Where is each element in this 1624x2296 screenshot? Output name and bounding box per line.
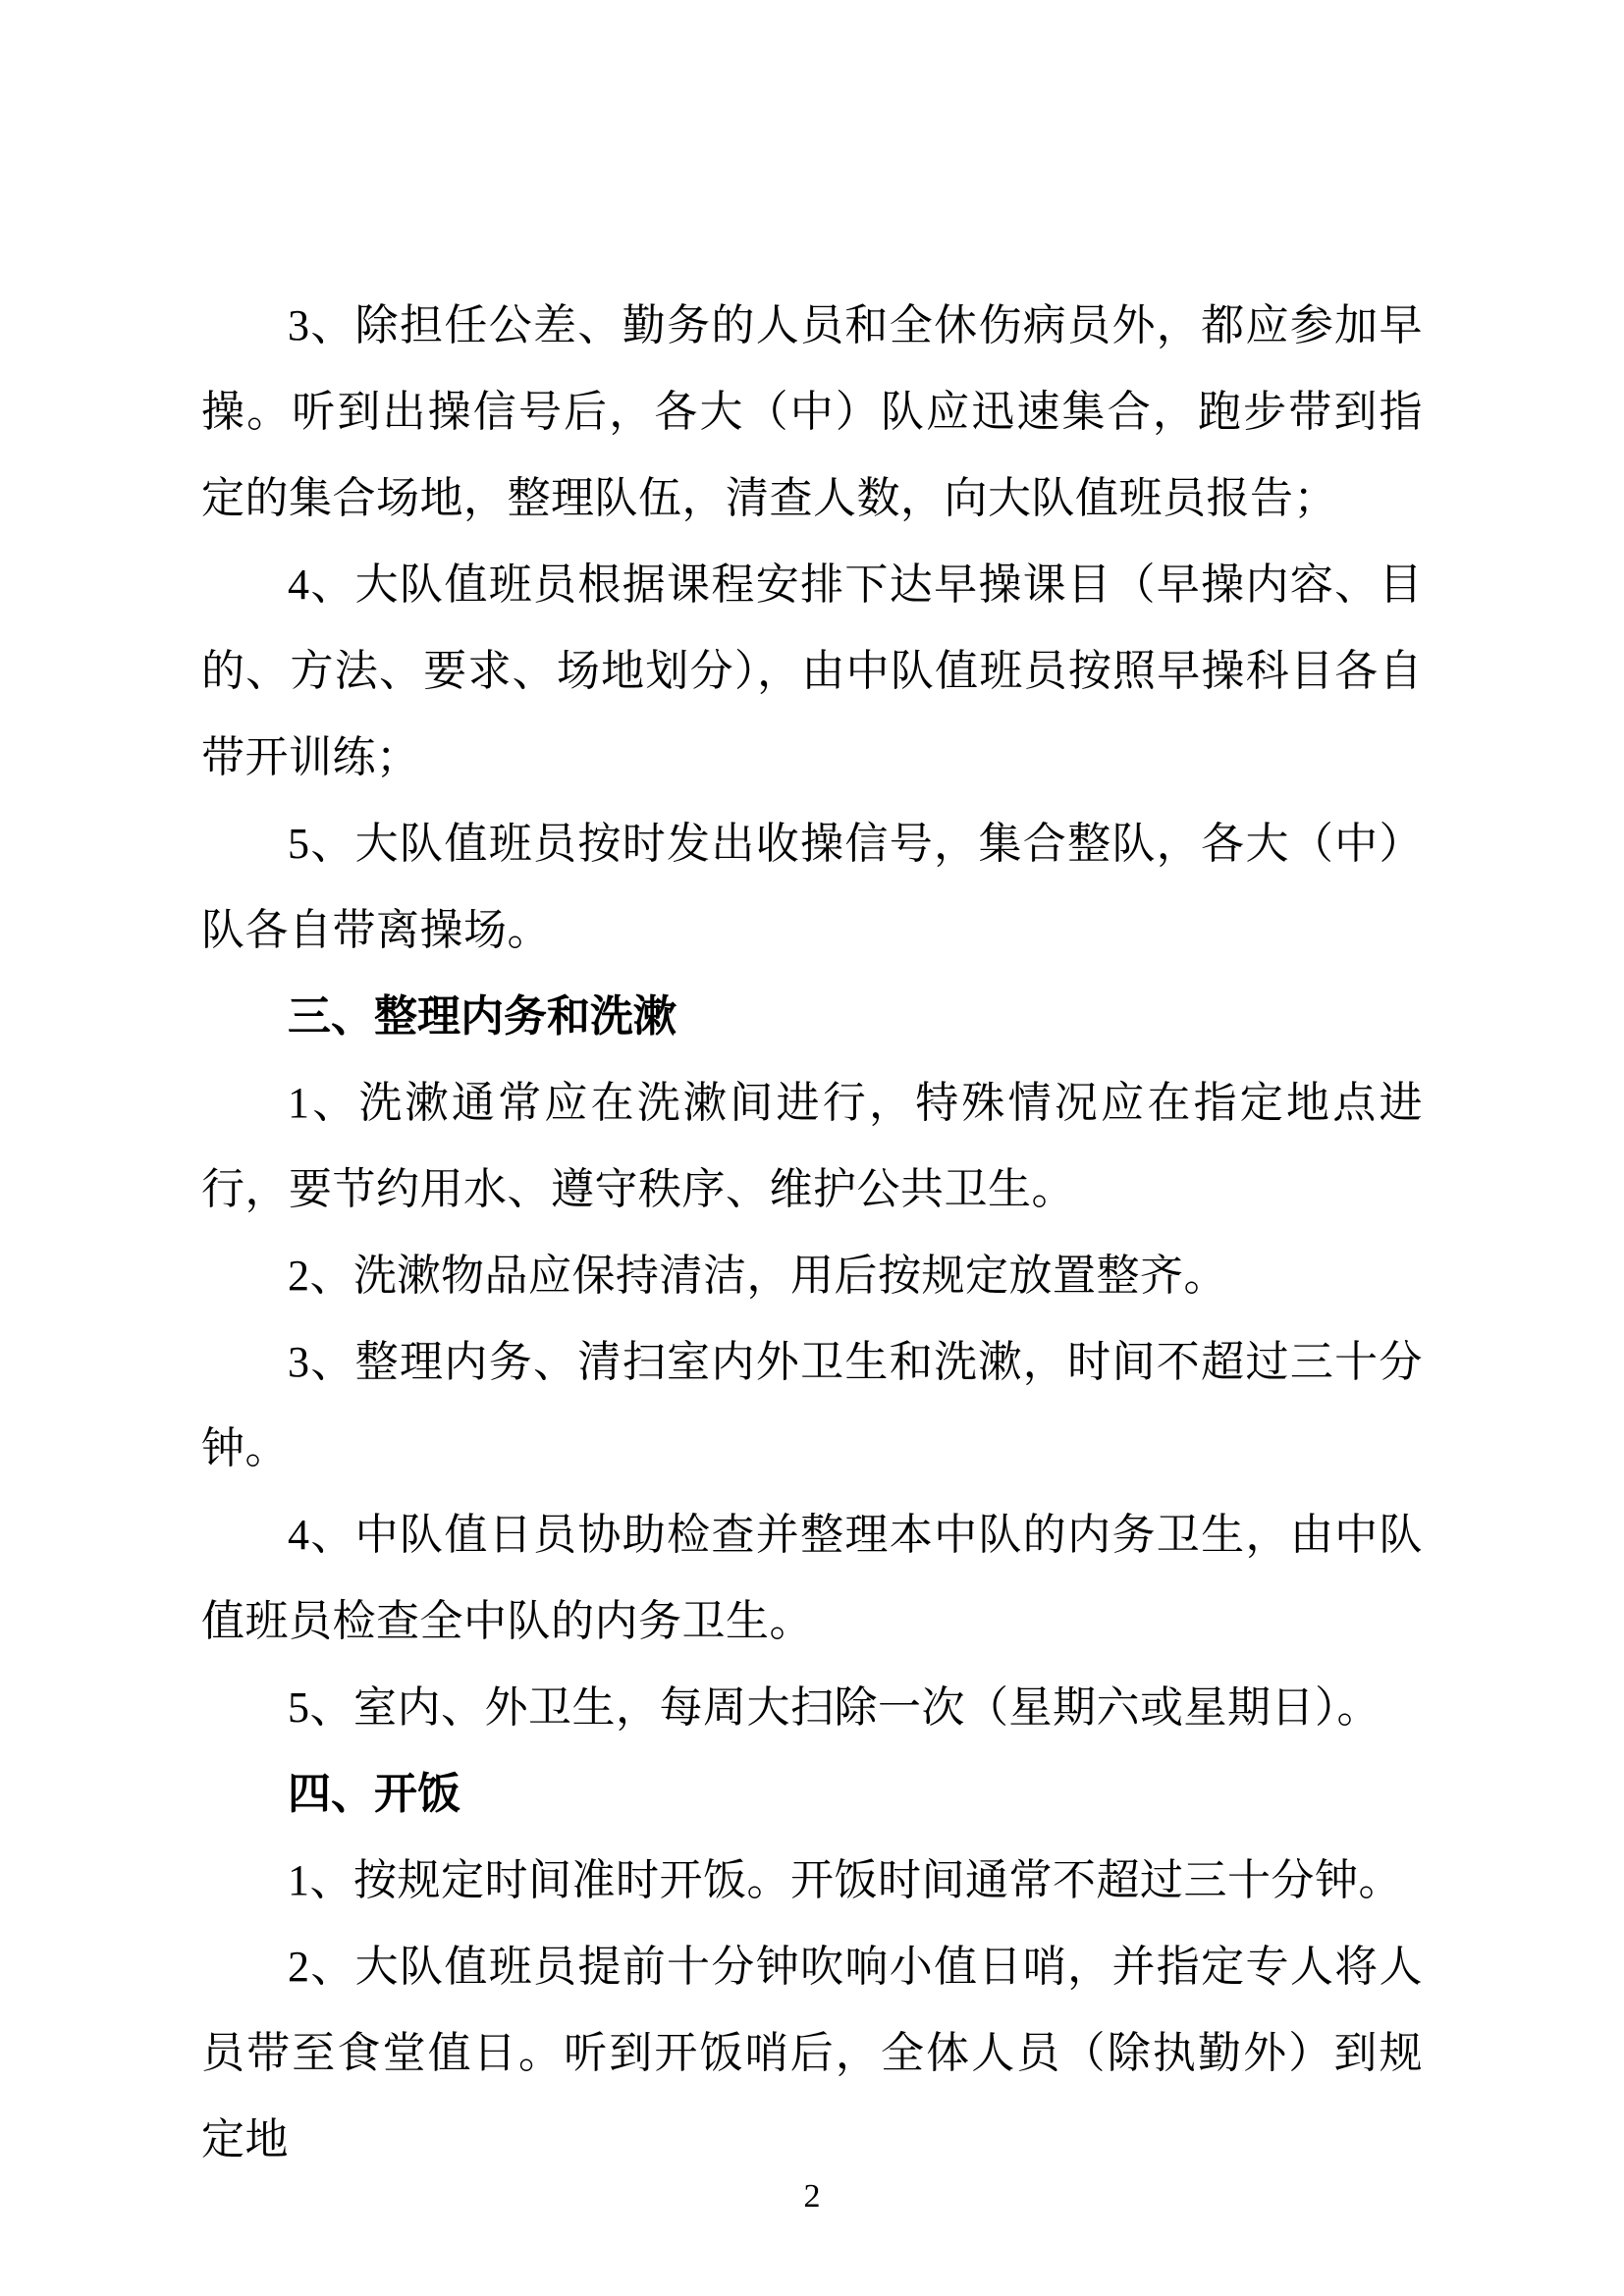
paragraph-meal-1: 1、按规定时间准时开饭。开饭时间通常不超过三十分钟。 (288, 1856, 1402, 1904)
paragraph-washing-2: 2、洗漱物品应保持清洁，用后按规定放置整齐。 (288, 1252, 1227, 1300)
paragraph-washing-5: 5、室内、外卫生，每周大扫除一次（星期六或星期日）。 (288, 1683, 1380, 1732)
paragraph-washing-4: 4、中队值日员协助检查并整理本中队的内务卫生，由中队值班员检查全中队的内务卫生。 (201, 1511, 1423, 1645)
paragraph-washing-3: 3、整理内务、清扫室内外卫生和洗漱，时间不超过三十分钟。 (201, 1338, 1423, 1472)
page-number: 2 (803, 2178, 821, 2215)
paragraph-morning-exercise-4: 4、大队值班员根据课程安排下达早操课目（早操内容、目的、方法、要求、场地划分），由中队值班员按照早操科目各自带开训练； (201, 561, 1423, 781)
section-heading-four: 四、开饭 (288, 1769, 460, 1819)
paragraph-meal-2: 2、大队值班员提前十分钟吹响小值日哨，并指定专人将人员带至食堂值日。听到开饭哨后，全体人员（除执勤外）到规定地 (201, 1943, 1423, 2163)
section-heading-three: 三、整理内务和洗漱 (288, 991, 677, 1041)
paragraph-morning-exercise-5: 5、大队值班员按时发出收操信号，集合整队，各大（中）队各自带离操场。 (201, 820, 1423, 954)
paragraph-morning-exercise-3: 3、除担任公差、勤务的人员和全休伤病员外，都应参加早操。听到出操信号后，各大（中）队应迅速集合，跑步带到指定的集合场地，整理队伍，清查人数，向大队值班员报告； (201, 301, 1423, 522)
paragraph-washing-1: 1、洗漱通常应在洗漱间进行，特殊情况应在指定地点进行，要节约用水、遵守秩序、维护公共卫生。 (201, 1079, 1423, 1213)
